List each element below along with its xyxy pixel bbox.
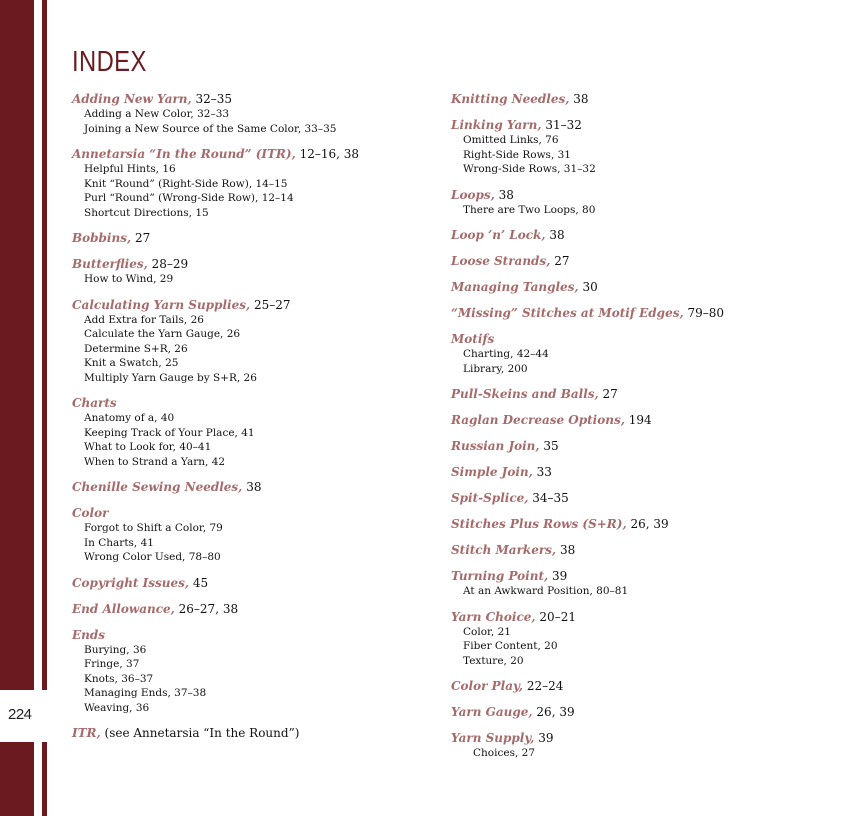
index-entry xyxy=(72,230,452,246)
index-term-pages: 27 xyxy=(602,387,618,401)
index-term-pages: 25–27 xyxy=(253,297,291,312)
index-subentry: Choices, 27 xyxy=(473,747,535,759)
index-term: Simple Join, xyxy=(451,465,533,479)
index-term-line xyxy=(72,91,452,107)
index-term-pages: 79–80 xyxy=(687,306,725,320)
index-term-line xyxy=(451,542,831,558)
index-term-line xyxy=(72,575,452,591)
index-term: Loose Strands, xyxy=(451,254,551,268)
index-term: Color xyxy=(72,506,109,520)
index-term-pages: 38 xyxy=(559,543,576,557)
index-term: Loops, xyxy=(451,187,495,202)
index-subentry: Calculate the Yarn Gauge, 26 xyxy=(84,328,241,340)
index-term: Charts xyxy=(72,396,117,410)
index-term-pages: 35 xyxy=(543,439,559,453)
index-term-pages: 33 xyxy=(536,465,552,479)
index-term: ITR, xyxy=(72,726,101,740)
index-term-pages: 32–35 xyxy=(195,92,233,106)
index-subentry: Knots, 36–37 xyxy=(84,672,154,685)
index-subentry: At an Awkward Position, 80–81 xyxy=(463,585,629,597)
index-subentry: Texture, 20 xyxy=(463,654,524,667)
index-term-line xyxy=(451,490,831,506)
index-subentry: Adding a New Color, 32–33 xyxy=(84,108,230,120)
index-term: Knitting Needles, xyxy=(451,92,570,106)
index-entry xyxy=(451,730,831,761)
index-entry xyxy=(72,297,452,386)
index-subentry: In Charts, 41 xyxy=(84,536,154,549)
index-subentry: Keeping Track of Your Place, 41 xyxy=(84,426,255,439)
index-term-line xyxy=(72,256,452,272)
index-term-pages: 26, 39 xyxy=(630,517,669,531)
index-entry xyxy=(451,568,831,599)
index-term-line xyxy=(451,516,831,532)
index-term: Ends xyxy=(72,627,106,642)
index-term: Yarn Gauge, xyxy=(451,705,533,719)
index-term: Stitches Plus Rows (S+R), xyxy=(451,517,627,531)
index-term-line xyxy=(72,297,452,313)
index-subentry: Wrong Color Used, 78–80 xyxy=(84,551,221,563)
index-term-line xyxy=(451,704,831,720)
index-subentry: Anatomy of a, 40 xyxy=(84,412,175,424)
index-term: Loop ’n’ Lock, xyxy=(451,228,546,242)
index-entry xyxy=(451,91,831,107)
index-term-pages: 26, 39 xyxy=(536,705,575,719)
index-term-pages: 39 xyxy=(552,569,568,583)
index-term-pages: 20–21 xyxy=(539,609,576,624)
index-term-line xyxy=(72,601,452,617)
index-term-line xyxy=(451,412,831,428)
index-term-pages: 39 xyxy=(538,731,554,745)
index-subentry: Joining a New Source of the Same Color, 33–35 xyxy=(84,122,337,135)
index-term-line xyxy=(451,438,831,454)
index-entry xyxy=(451,305,831,321)
index-term-pages: 28–29 xyxy=(151,257,189,271)
index-term-line xyxy=(451,91,831,107)
index-entry xyxy=(72,146,452,220)
index-term-line xyxy=(72,230,452,246)
index-entry xyxy=(451,542,831,558)
index-term-pages: 38 xyxy=(573,92,589,106)
index-subentry: Omitted Links, 76 xyxy=(463,134,559,146)
index-term: Raglan Decrease Options, xyxy=(451,413,625,427)
index-term-line xyxy=(451,253,831,269)
index-term-line xyxy=(451,386,831,402)
index-entry xyxy=(451,117,831,177)
index-subentry: Burying, 36 xyxy=(84,643,147,656)
index-term-pages: 22–24 xyxy=(526,679,564,693)
index-term: Stitch Markers, xyxy=(451,543,557,557)
index-term-line xyxy=(451,568,831,584)
index-term: Color Play, xyxy=(451,679,523,693)
index-entry xyxy=(72,91,452,136)
index-term-pages: 38 xyxy=(549,228,565,242)
index-term: Turning Point, xyxy=(451,569,549,583)
index-term: Annetarsia “In the Round” (ITR), xyxy=(72,147,296,161)
index-term: End Allowance, xyxy=(72,601,175,616)
index-term-line xyxy=(451,227,831,243)
index-title: INDEX xyxy=(72,46,147,78)
index-column-right xyxy=(451,91,831,771)
index-subentry: Library, 200 xyxy=(463,362,528,375)
index-term-pages: 38 xyxy=(498,187,514,202)
index-subentry: Managing Ends, 37–38 xyxy=(84,687,207,699)
index-subentry: Add Extra for Tails, 26 xyxy=(84,313,204,326)
index-entry xyxy=(451,227,831,243)
index-term-pages: 45 xyxy=(192,575,209,590)
index-term-line xyxy=(451,464,831,480)
index-entry xyxy=(451,704,831,720)
index-subentry: What to Look for, 40–41 xyxy=(84,441,212,453)
index-entry xyxy=(72,725,452,741)
index-term-line xyxy=(451,678,831,694)
index-entry xyxy=(451,187,831,218)
index-term-pages: 27 xyxy=(554,254,570,268)
index-term-line xyxy=(451,331,831,347)
index-entry xyxy=(451,412,831,428)
index-entry xyxy=(451,678,831,694)
index-entry xyxy=(451,386,831,402)
index-term-line xyxy=(451,187,831,203)
index-term-line xyxy=(72,479,452,495)
index-subentry: Fringe, 37 xyxy=(84,658,140,670)
index-term-pages: 12–16, 38 xyxy=(299,147,360,161)
index-term-pages: 38 xyxy=(246,480,262,494)
index-term: Adding New Yarn, xyxy=(72,92,192,106)
page-number: 224 xyxy=(8,706,32,723)
index-entry xyxy=(451,516,831,532)
index-entry xyxy=(451,279,831,295)
index-entry xyxy=(451,609,831,669)
index-term: Yarn Choice, xyxy=(451,609,536,624)
index-entry xyxy=(451,438,831,454)
index-subentry: Knit “Round” (Right-Side Row), 14–15 xyxy=(84,177,288,190)
index-entry xyxy=(451,490,831,506)
index-subentry: Right-Side Rows, 31 xyxy=(463,148,571,161)
index-term-line xyxy=(451,279,831,295)
index-entry xyxy=(72,256,452,287)
index-column-left xyxy=(72,91,452,751)
index-term-line xyxy=(451,117,831,133)
index-term-pages: 34–35 xyxy=(532,491,569,505)
index-subentry: Shortcut Directions, 15 xyxy=(84,206,209,219)
index-term: Butterflies, xyxy=(72,257,148,271)
index-subentry: Determine S+R, 26 xyxy=(84,342,188,355)
index-entry xyxy=(72,395,452,469)
index-entry xyxy=(72,479,452,495)
index-term-pages: 26–27, 38 xyxy=(178,601,239,616)
index-subentry: Fiber Content, 20 xyxy=(463,640,558,652)
index-subentry: Helpful Hints, 16 xyxy=(84,163,176,175)
index-term-line xyxy=(451,609,831,625)
index-term: Managing Tangles, xyxy=(451,280,579,294)
index-subentry: Charting, 42–44 xyxy=(463,348,549,360)
index-term: Bobbins, xyxy=(72,231,132,245)
index-entry xyxy=(72,627,452,716)
index-subentry: Color, 21 xyxy=(463,625,511,638)
index-term-pages: 31–32 xyxy=(545,118,582,132)
index-term-line xyxy=(72,725,452,741)
index-entry xyxy=(451,253,831,269)
index-entry xyxy=(72,505,452,565)
index-subentry: Knit a Swatch, 25 xyxy=(84,357,179,369)
index-term-line xyxy=(72,627,452,643)
index-term-line xyxy=(72,146,452,162)
index-entry xyxy=(451,464,831,480)
index-subentry: Weaving, 36 xyxy=(84,701,150,714)
index-term-line xyxy=(72,395,452,411)
index-subentry: Purl “Round” (Wrong-Side Row), 12–14 xyxy=(84,192,294,204)
index-term-pages: (see Annetarsia “In the Round”) xyxy=(104,726,300,740)
index-subentry: Multiply Yarn Gauge by S+R, 26 xyxy=(84,371,257,384)
index-term: Chenille Sewing Needles, xyxy=(72,480,243,494)
index-term: Copyright Issues, xyxy=(72,575,190,590)
index-term: Spit-Splice, xyxy=(451,491,529,505)
index-term: Russian Join, xyxy=(451,439,540,453)
index-term: “Missing” Stitches at Motif Edges, xyxy=(451,306,684,320)
index-entry xyxy=(72,575,452,591)
index-term-pages: 194 xyxy=(628,413,652,427)
index-entry xyxy=(72,601,452,617)
index-term: Yarn Supply, xyxy=(451,731,535,745)
index-term-pages: 30 xyxy=(582,280,598,294)
index-subentry: Wrong-Side Rows, 31–32 xyxy=(463,163,596,175)
index-term: Pull-Skeins and Balls, xyxy=(451,387,599,401)
index-term: Motifs xyxy=(451,332,495,346)
index-term-line xyxy=(72,505,452,521)
index-subentry: When to Strand a Yarn, 42 xyxy=(84,455,226,468)
index-term: Linking Yarn, xyxy=(451,118,542,132)
index-term-line xyxy=(451,730,831,746)
index-subentry: Forgot to Shift a Color, 79 xyxy=(84,522,223,534)
index-term-pages: 27 xyxy=(134,231,151,245)
index-term: Calculating Yarn Supplies, xyxy=(72,297,251,312)
index-term-line xyxy=(451,305,831,321)
index-subentry: How to Wind, 29 xyxy=(84,273,174,285)
index-entry xyxy=(451,331,831,376)
index-subentry: There are Two Loops, 80 xyxy=(463,203,596,216)
